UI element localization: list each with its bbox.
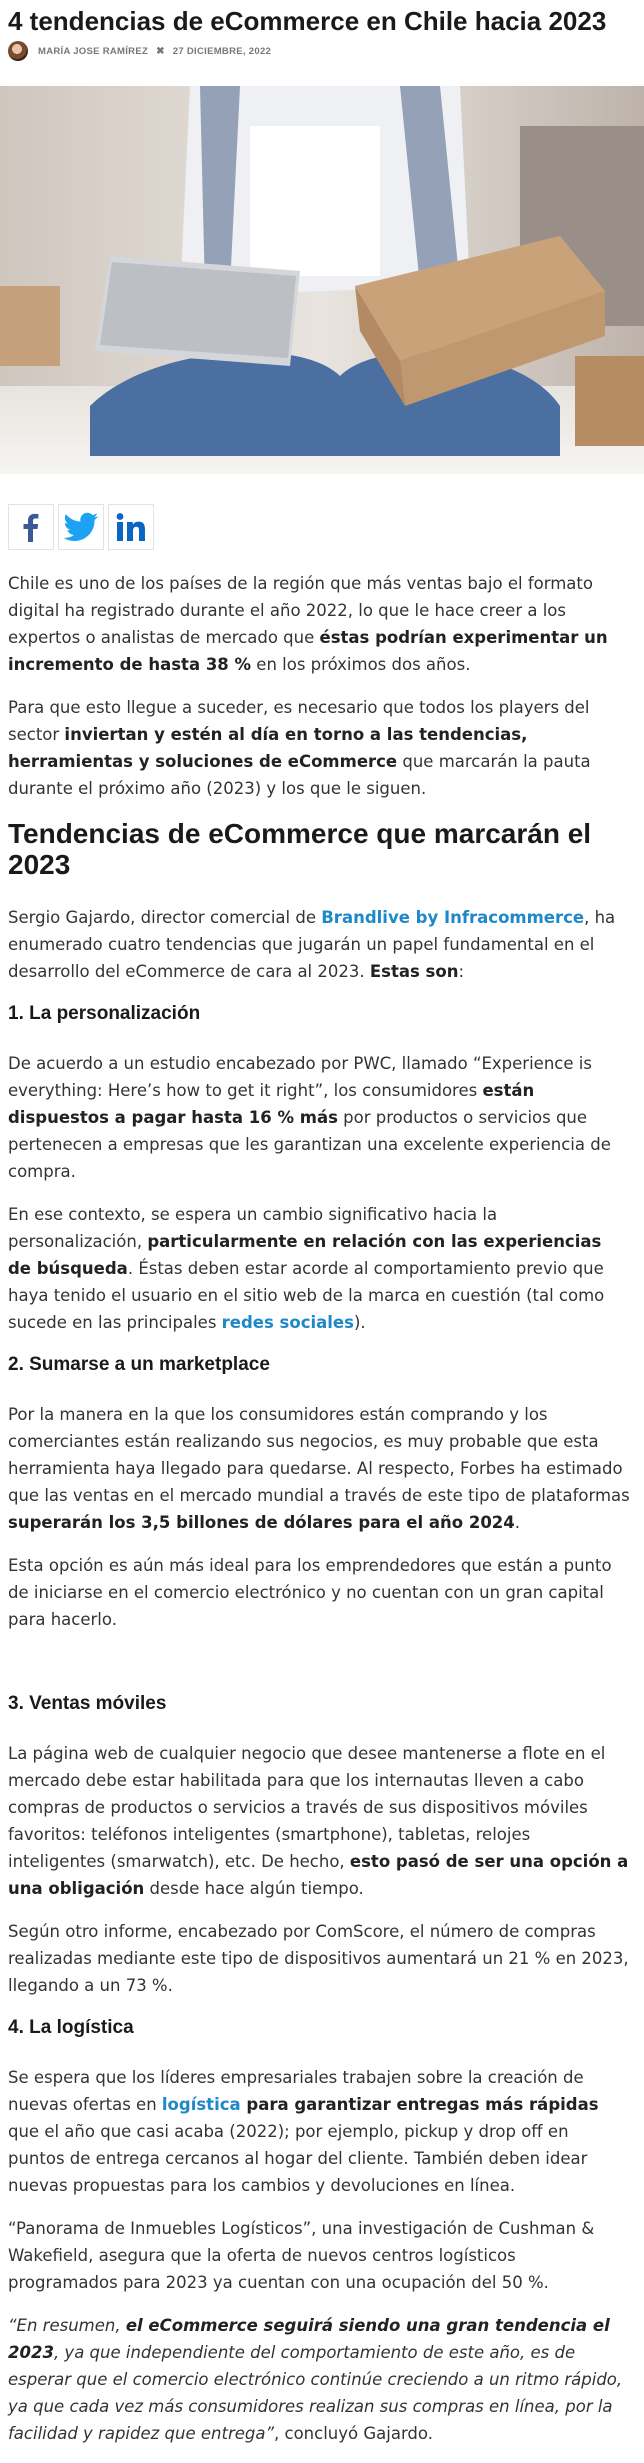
paragraph-2: Para que esto llegue a suceder, es necesario que todos los players del sector inviertan y estén al día en torno a las tendencias, herramientas y soluciones de eCommerce que marcarán la pauta durante el próximo año (2023) y los que le siguen. [8, 698, 591, 798]
paragraph-9: Según otro informe, encabezado por ComScore, el número de compras realizadas mediante este tipo de dispositivos aumentará un 21 % en 2023, llegando a un 73 %. [8, 1922, 629, 1995]
share-buttons [8, 504, 154, 550]
paragraph-4: De acuerdo a un estudio encabezado por PWC, llamado “Experience is everything: Here’s how to get it right”, los consumidores están dispuestos a pagar hasta 16 % más por productos o servicios que pertenecen a empresas que les garantizan una excelente experiencia de compra. [8, 1054, 611, 1181]
page-title: 4 tendencias de eCommerce en Chile hacia 2023 [8, 6, 607, 36]
avatar[interactable] [8, 41, 28, 61]
trend-heading-2: 2. Sumarse a un marketplace [8, 1354, 270, 1375]
closing-quote: “En resumen, el eCommerce seguirá siendo una gran tendencia el 2023, ya que independiente del comportamiento de este año, es de esperar que el comercio electrónico continúe creciendo a un ritmo rápido, ya que cada vez más consumidores realizan sus compras en línea, por la facilidad y rapidez que entrega”, concluyó Gajardo. [8, 2316, 623, 2443]
trend-heading-1: 1. La personalización [8, 1003, 201, 1024]
article-meta [8, 40, 271, 62]
paragraph-3: Sergio Gajardo, director comercial de Brandlive by Infracommerce, ha enumerado cuatro tendencias que jugarán un papel fundamental en el desarrollo del eCommerce de cara al 2023. Estas son: [8, 908, 616, 981]
twitter-icon [63, 512, 99, 542]
linkedin-icon [116, 512, 146, 542]
trend-heading-4: 4. La logística [8, 2017, 134, 2038]
paragraph-10: Se espera que los líderes empresariales trabajen sobre la creación de nuevas ofertas en logística para garantizar entregas más rápidas que el año que casi acaba (2022); por ejemplo, pickup y drop off en puntos de entrega cercanos al hogar del cliente. También deben idear nuevas propuestas para los cambios y devoluciones en línea. [8, 2068, 599, 2195]
paragraph-1: Chile es uno de los países de la región que más ventas bajo el formato digital ha registrado durante el año 2022, lo que le hace creer a los expertos o analistas de mercado que éstas podrían experimentar un incremento de hasta 38 % en los próximos dos años. [8, 574, 608, 674]
paragraph-5: En ese contexto, se espera un cambio significativo hacia la personalización, particularmente en relación con las experiencias de búsqueda. Éstas deben estar acorde al comportamiento previo que haya tenido el usuario en el sitio web de la marca en cuestión (tal como sucede en las principales redes sociales). [8, 1205, 605, 1332]
logistica-link[interactable]: logística [161, 2095, 241, 2114]
author-name[interactable]: MARÍA JOSE RAMÍREZ [38, 45, 149, 57]
meta-separator: ✖ [156, 45, 165, 57]
share-linkedin-button[interactable] [108, 504, 154, 550]
paragraph-6: Por la manera en la que los consumidores están comprando y los comerciantes están realizando sus negocios, es muy probable que esta herramienta haya llegado para quedarse. Al respecto, Forbes ha estimado que las ventas en el mercado mundial a través de este tipo de plataformas superarán los 3,5 billones de dólares para el año 2024. [8, 1405, 630, 1532]
section-heading: Tendencias de eCommerce que marcarán el 2023 [8, 818, 592, 880]
paragraph-7: Esta opción es aún más ideal para los emprendedores que están a punto de iniciarse en el comercio electrónico y no cuentan con un gran capital para hacerlo. [8, 1556, 612, 1629]
publish-date: 27 DICIEMBRE, 2022 [172, 45, 272, 57]
paragraph-8: La página web de cualquier negocio que desee mantenerse a flote en el mercado debe estar habilitada para que los internautas lleven a cabo compras de productos o servicios a través de sus dispositivos móviles favoritos: teléfonos inteligentes (smartphone), tabletas, relojes inteligentes (smarwatch), etc. De hecho, esto pasó de ser una opción a una obligación desde hace algún tiempo. [8, 1744, 629, 1898]
redes-sociales-link[interactable]: redes sociales [221, 1313, 354, 1332]
paragraph-11: “Panorama de Inmuebles Logísticos”, una investigación de Cushman & Wakefield, asegura que la oferta de nuevos centros logísticos programados para 2023 ya cuentan con una ocupación del 50 %. [8, 2219, 595, 2292]
trend-heading-3: 3. Ventas móviles [8, 1693, 167, 1714]
hero-image [0, 86, 644, 474]
facebook-icon [18, 512, 44, 542]
brandlive-link[interactable]: Brandlive by Infracommerce [321, 908, 585, 927]
share-twitter-button[interactable] [58, 504, 104, 550]
article-body [8, 570, 630, 2463]
hero-illustration [0, 86, 644, 474]
spacer [8, 1649, 630, 1691]
share-facebook-button[interactable] [8, 504, 54, 550]
